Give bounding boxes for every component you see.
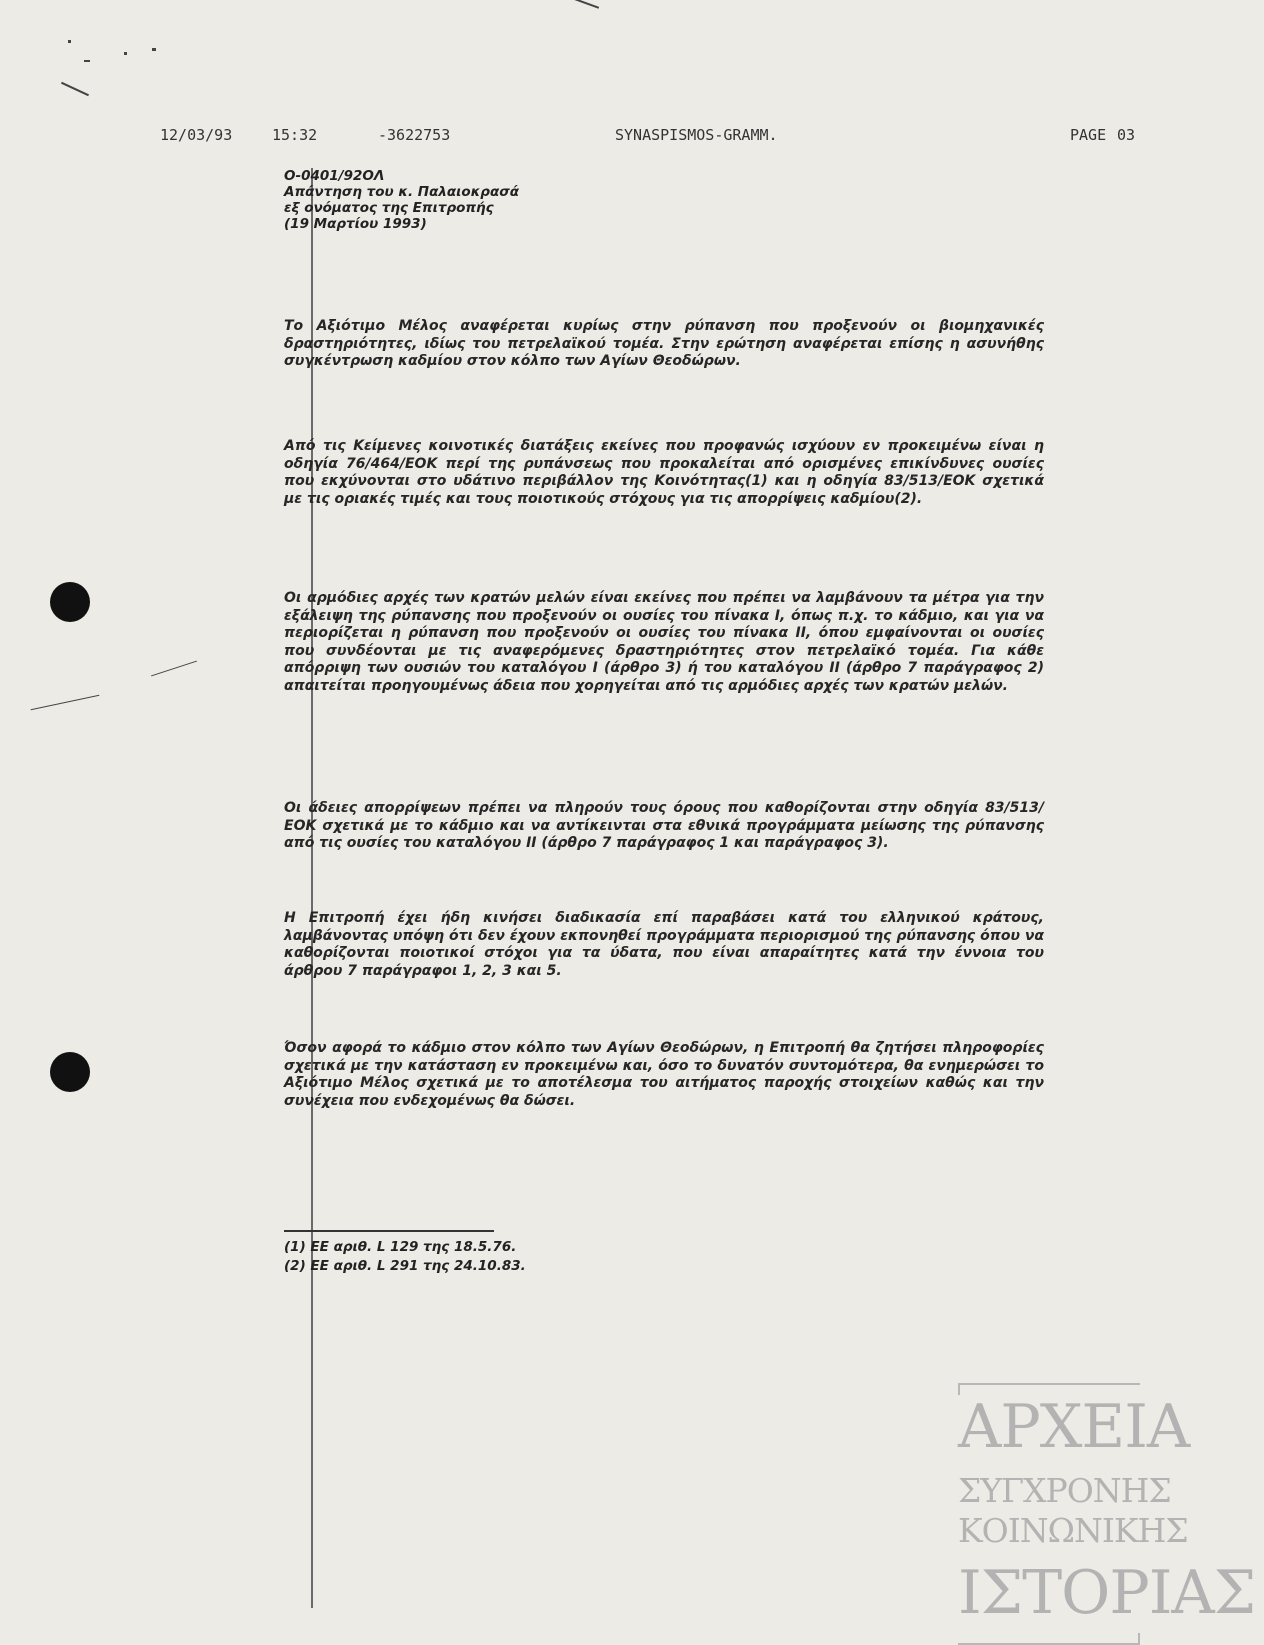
footnote-2: (2) ΕΕ αριθ. L 291 της 24.10.83. <box>284 1258 526 1274</box>
fax-number: -3622753 <box>378 126 451 144</box>
memo-line-date: (19 Μαρτίου 1993) <box>284 216 427 232</box>
stamp-line-social: ΚΟΙΝΩΝΙΚΗΣ <box>958 1511 1188 1550</box>
paragraph-6: Όσον αφορά το κάδμιο στον κόλπο των Αγίων Θεοδώρων, η Επιτροπή θα ζητήσει πληροφορίες σχετικά με την κατάσταση εν προκειμένω και, όσο το δυνατόν συντομότερα, θα ενημερώσει το Αξιότιμο Μέλος σχετικά με το αποτέλεσμα του αιτήματος παροχής στοιχείων καθώς και την συνέχεια που ενδεχομένως θα δώσει. <box>284 1040 1044 1109</box>
paragraph-5: Η Επιτροπή έχει ήδη κινήσει διαδικασία επί παραβάσει κατά του ελληνικού κράτους, λαμβάνοντας υπόψη ότι δεν έχουν εκπονηθεί προγράμματα περιορισμού της ρύπανσης όπου να καθορίζονται ποιοτικοί στόχοι για τα ύδατα, που είναι απαραίτητες κατά την έννοια του άρθρου 7 παράγραφοι 1, 2, 3 και 5. <box>284 910 1044 979</box>
fax-page-label: PAGE <box>1070 126 1107 144</box>
punch-hole-bottom <box>50 1052 90 1092</box>
fax-sender: SYNASPISMOS-GRAMM. <box>615 126 778 144</box>
scan-speck <box>152 48 156 51</box>
stamp-line-archives: ΑΡΧΕΙΑ <box>958 1392 1190 1462</box>
punch-hole-top <box>50 582 90 622</box>
paragraph-2: Από τις Κείμενες κοινοτικές διατάξεις εκείνες που προφανώς ισχύουν εν προκειμένω είναι η οδηγία 76/464/ΕΟΚ περί της ρυπάνσεως που προκαλείται από ορισμένες επικίνδυνες ουσίες που εκχύνονται στο υδάτινο περιβάλλον της Κοινότητας(1) και η οδηγία 83/513/ΕΟΚ σχετικά με τις οριακές τιμές και τους ποιοτικούς στόχους για τις απορρίψεις καδμίου(2). <box>284 438 1044 507</box>
paragraph-4: Οι άδειες απορρίψεων πρέπει να πληρούν τους όρους που καθορίζονται στην οδηγία 83/513/ΕΟΚ σχετικά με το κάδμιο και να αντίκεινται στα εθνικά προγράμματα μείωσης της ρύπανσης από τις ουσίες του καταλόγου II (άρθρο 7 παράγραφος 1 και παράγραφος 3). <box>284 800 1044 851</box>
fax-page-number: 03 <box>1117 126 1136 144</box>
memo-header <box>284 168 884 232</box>
scan-speck <box>151 661 197 677</box>
scan-speck <box>561 0 599 9</box>
scan-speck <box>84 60 90 62</box>
paragraph-1: Το Αξιότιμο Μέλος αναφέρεται κυρίως στην ρύπανση που προξενούν οι βιομηχανικές δραστηριότητες, ιδίως του πετρελαϊκού τομέα. Στην ερώτηση αναφέρεται επίσης η ασυνήθης συγκέντρωση καδμίου στον κόλπο των Αγίων Θεοδώρων. <box>284 318 1044 369</box>
stamp-bracket-bottom <box>958 1633 1140 1645</box>
footnote-rule <box>284 1230 494 1232</box>
stamp-line-contemporary: ΣΥΓΧΡΟΝΗΣ <box>958 1471 1171 1510</box>
scan-speck <box>124 52 127 55</box>
scan-speck <box>31 695 100 711</box>
footnotes <box>284 1238 884 1276</box>
paragraph-3: Οι αρμόδιες αρχές των κρατών μελών είναι εκείνες που πρέπει να λαμβάνουν τα μέτρα για την εξάλειψη της ρύπανσης που προξενούν οι ουσίες του πίνακα I, όπως π.χ. το κάδμιο, και για να περιορίζεται η ρύπανση που προξενούν οι ουσίες του πίνακα II, όπου εμφαίνονται οι ουσίες που συνδέονται με τις αναφερόμενες δραστηριότητες στον πετρελαϊκό τομέα. Για κάθε απόρριψη των ουσιών του καταλόγου I (άρθρο 3) ή του καταλόγου II (άρθρο 7 παράγραφος 2) απαιτείται προηγουμένως άδεια που χορηγείται από τις αρμόδιες αρχές των κρατών μελών. <box>284 590 1044 694</box>
margin-line <box>311 168 313 1608</box>
memo-line-answer: Απάντηση του κ. Παλαιοκρασά <box>284 184 520 200</box>
memo-line-commission: εξ ονόματος της Επιτροπής <box>284 200 494 216</box>
memo-reference: Ο-0401/92ΟΛ <box>284 168 385 184</box>
scan-speck <box>61 82 89 96</box>
scan-speck <box>68 40 71 43</box>
stamp-line-history: ΙΣΤΟΡΙΑΣ <box>958 1558 1256 1628</box>
footnote-1: (1) ΕΕ αριθ. L 129 της 18.5.76. <box>284 1239 517 1255</box>
fax-date: 12/03/93 <box>160 126 233 144</box>
fax-time: 15:32 <box>272 126 318 144</box>
